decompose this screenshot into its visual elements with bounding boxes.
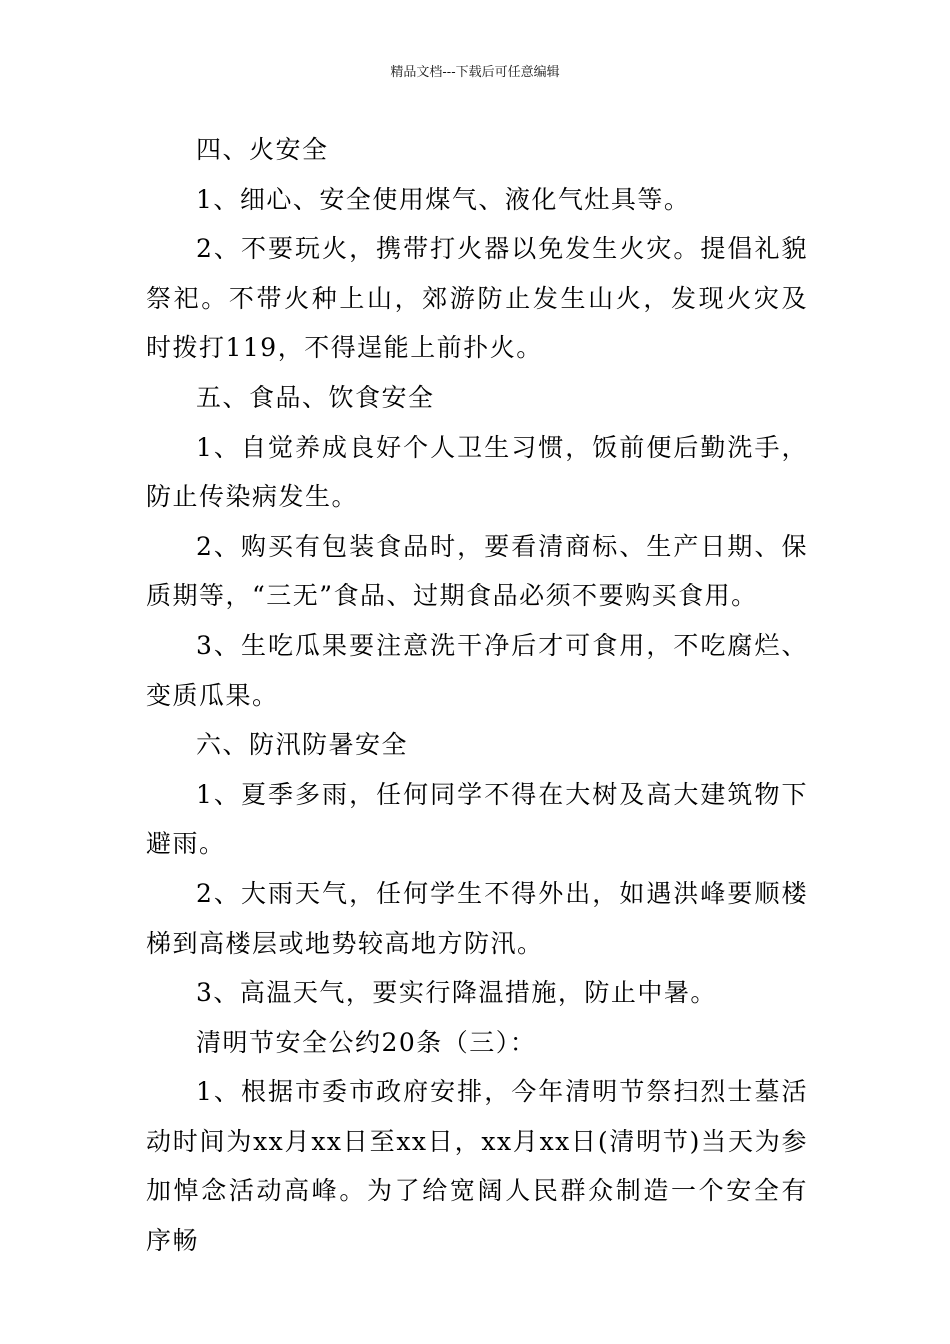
section-heading-fire-safety: 四、火安全 — [196, 135, 329, 164]
section-heading-convention: 清明节安全公约20条（三）： — [196, 1027, 537, 1057]
paragraph: 1、自觉养成良好个人卫生习惯，饭前便后勤洗手，防止传染病发生。 — [146, 432, 808, 512]
paragraph: 2、购买有包装食品时，要看清商标、生产日期、保质期等，“三无”食品、过期食品必须不要购买食用。 — [146, 531, 808, 611]
paragraph: 2、大雨天气，任何学生不得外出，如遇洪峰要顺楼梯到高楼层或地势较高地方防汛。 — [146, 878, 808, 958]
paragraph: 1、夏季多雨，任何同学不得在大树及高大建筑物下避雨。 — [146, 779, 808, 859]
page-header: 精品文档---下载后可任意编辑 — [390, 65, 560, 80]
paragraph: 3、生吃瓜果要注意洗干净后才可食用，不吃腐烂、变质瓜果。 — [146, 630, 808, 710]
section-heading-food-safety: 五、食品、饮食安全 — [196, 382, 435, 412]
paragraph: 2、不要玩火，携带打火器以免发生火灾。提倡礼貌祭祀。不带火种上山，郊游防止发生山火，发现火灾及时拨打119，不得逞能上前扑火。 — [146, 234, 808, 363]
document-body — [146, 125, 808, 1266]
paragraph: 1、根据市委市政府安排，今年清明节祭扫烈士墓活动时间为xx月xx日至xx日，xx月xx日(清明节)当天为参加悼念活动高峰。为了给宽阔人民群众制造一个安全有序畅 — [146, 1077, 808, 1256]
paragraph: 1、细心、安全使用煤气、液化气灶具等。 — [196, 184, 691, 214]
section-heading-flood-heat-safety: 六、防汛防暑安全 — [196, 730, 409, 760]
paragraph: 3、高温天气，要实行降温措施，防止中暑。 — [196, 978, 717, 1008]
